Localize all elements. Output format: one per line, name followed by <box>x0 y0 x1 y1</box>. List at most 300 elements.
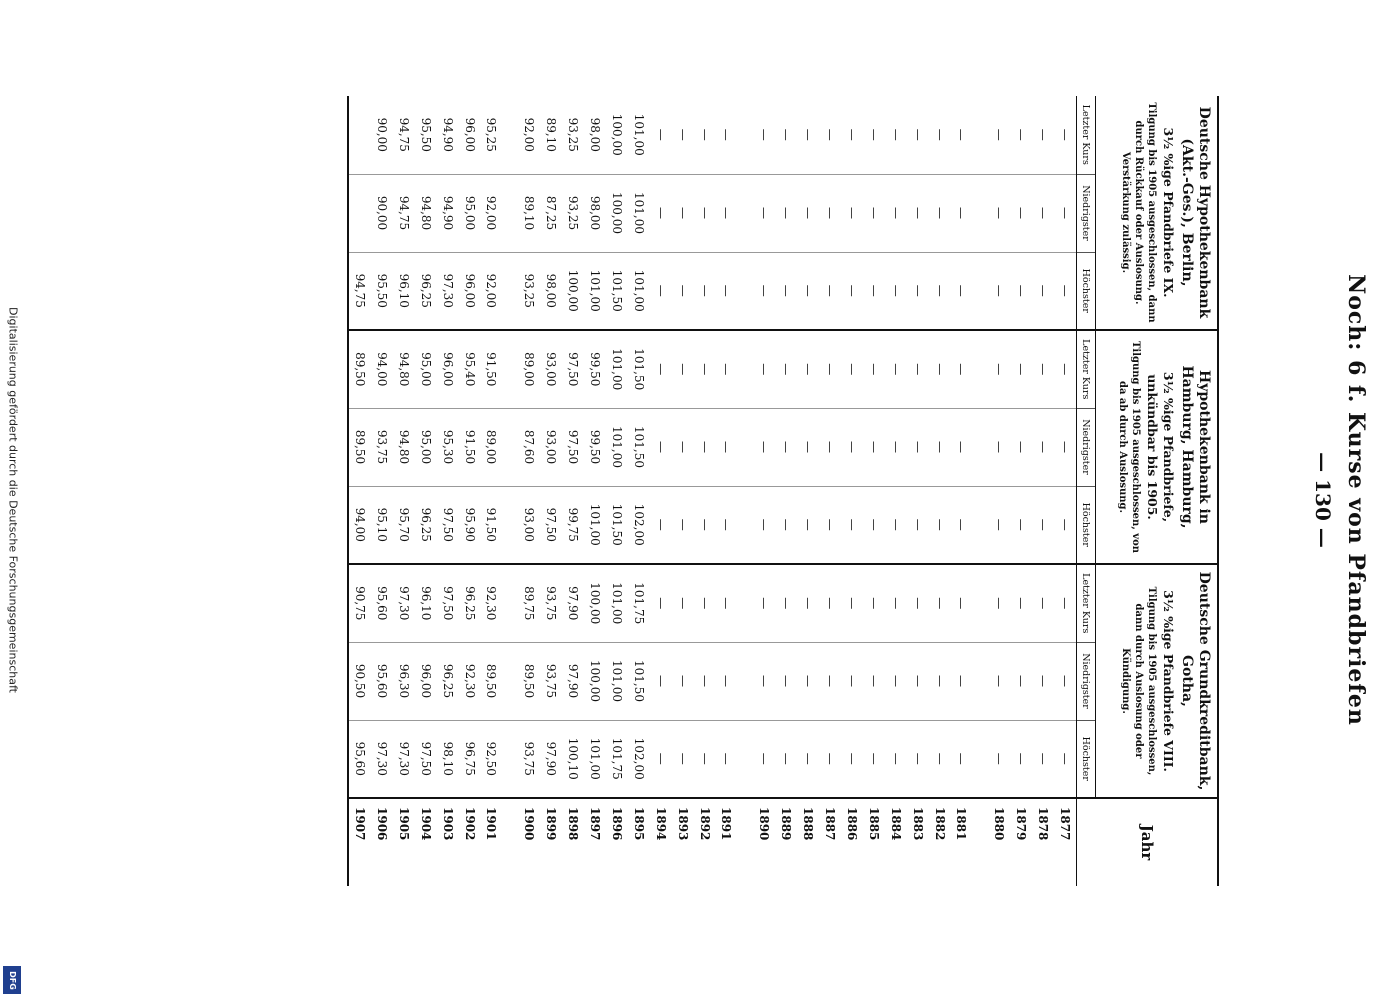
price-cell: — <box>775 408 797 486</box>
price-cell: — <box>988 408 1010 486</box>
price-cell: — <box>753 174 775 252</box>
price-cell: 97,50 <box>562 408 584 486</box>
table-row <box>481 96 518 886</box>
price-cell: — <box>951 720 988 798</box>
table-row <box>951 96 988 886</box>
price-cell: — <box>951 330 988 408</box>
price-cell: 96,00 <box>459 252 481 330</box>
price-cell: 95,30 <box>437 408 459 486</box>
year-cell: 1878 <box>1032 798 1054 886</box>
sub-header: Letzter Kurs <box>1077 330 1096 408</box>
price-cell: 101,75 <box>628 564 650 642</box>
table-row <box>753 96 775 886</box>
year-cell: 1877 <box>1054 798 1077 886</box>
price-cell: — <box>650 174 672 252</box>
price-cell: 89,50 <box>348 330 371 408</box>
price-cell: — <box>863 642 885 720</box>
price-cell: — <box>775 642 797 720</box>
price-cell: — <box>951 564 988 642</box>
price-cell: — <box>863 564 885 642</box>
year-cell: 1879 <box>1010 798 1032 886</box>
table-row <box>694 96 716 886</box>
price-cell: — <box>929 330 951 408</box>
price-cell: 95,40 <box>459 330 481 408</box>
table-row <box>584 96 606 886</box>
price-cell: 95,50 <box>419 117 433 152</box>
year-cell: 1903 <box>437 798 459 886</box>
price-cell: 97,50 <box>415 720 437 798</box>
year-cell: 1882 <box>929 798 951 886</box>
price-cell: — <box>863 486 885 564</box>
year-cell: 1907 <box>348 798 371 886</box>
price-cell: 100,10 <box>562 720 584 798</box>
table-row <box>716 96 753 886</box>
price-cell: — <box>929 408 951 486</box>
price-cell: 100,00 <box>562 252 584 330</box>
price-cell: — <box>672 408 694 486</box>
price-cell: 95,60 <box>371 564 393 642</box>
sub-header: Höchster <box>1077 252 1096 330</box>
price-cell: — <box>819 408 841 486</box>
price-cell: — <box>885 642 907 720</box>
price-cell: 98,00 <box>588 117 602 152</box>
price-cell: — <box>1054 408 1077 486</box>
price-cell: — <box>797 564 819 642</box>
price-cell: — <box>929 174 951 252</box>
price-cell: 93,25 <box>562 174 584 252</box>
price-cell: — <box>757 128 771 141</box>
dfg-logo-text: DFG <box>7 970 17 990</box>
table-row <box>459 96 481 886</box>
year-cell: 1894 <box>650 798 672 886</box>
price-cell: — <box>863 330 885 408</box>
price-cell: — <box>797 486 819 564</box>
price-cell: 95,50 <box>371 252 393 330</box>
price-cell: — <box>933 128 947 141</box>
year-cell: 1883 <box>907 798 929 886</box>
price-cell: — <box>672 564 694 642</box>
price-cell: 100,00 <box>584 564 606 642</box>
price-cell: — <box>1032 564 1054 642</box>
price-cell: — <box>992 128 1006 141</box>
table-row <box>518 96 540 886</box>
price-cell: — <box>672 330 694 408</box>
price-cell: 98,10 <box>437 720 459 798</box>
price-cell: 94,90 <box>441 117 455 152</box>
price-cell: 94,75 <box>348 252 371 330</box>
price-cell: 93,75 <box>518 720 540 798</box>
price-cell: — <box>716 486 753 564</box>
price-cell: 94,80 <box>393 330 415 408</box>
price-cell: 95,00 <box>459 174 481 252</box>
table-row <box>775 96 797 886</box>
price-cell: 91,50 <box>459 408 481 486</box>
table-row <box>371 96 393 886</box>
price-cell: 101,00 <box>584 720 606 798</box>
price-cell: 100,00 <box>610 113 624 156</box>
table-row <box>819 96 841 886</box>
price-cell: — <box>841 408 863 486</box>
price-cell: — <box>1032 174 1054 252</box>
price-cell: — <box>951 174 988 252</box>
price-cell: — <box>753 330 775 408</box>
price-cell: — <box>775 330 797 408</box>
year-cell: 1881 <box>951 798 988 886</box>
year-cell: 1886 <box>841 798 863 886</box>
price-cell: 92,00 <box>481 174 518 252</box>
footer-credit: Digitalisierung gefördert durch die Deutsche Forschungsgemeinschaft <box>6 307 20 693</box>
price-cell: 96,00 <box>415 642 437 720</box>
price-cell: — <box>694 564 716 642</box>
price-cell: — <box>988 642 1010 720</box>
table-row <box>415 96 437 886</box>
price-cell: 93,75 <box>371 408 393 486</box>
price-cell: 97,90 <box>562 642 584 720</box>
price-cell: 100,00 <box>606 174 628 252</box>
price-cell: 101,00 <box>628 252 650 330</box>
price-cell: 101,00 <box>632 113 646 156</box>
price-cell: — <box>988 486 1010 564</box>
price-cell: — <box>1010 642 1032 720</box>
bank-bond: 3½ %ige Pfandbriefe VIII. <box>1161 590 1176 772</box>
table-row <box>393 96 415 886</box>
price-cell: 101,00 <box>628 174 650 252</box>
price-cell: 95,25 <box>484 117 498 152</box>
price-cell: — <box>988 252 1010 330</box>
table-row <box>1054 96 1077 886</box>
price-cell: — <box>929 642 951 720</box>
price-cell: — <box>775 720 797 798</box>
price-cell: — <box>907 564 929 642</box>
year-cell: 1895 <box>628 798 650 886</box>
price-cell: — <box>845 128 859 141</box>
price-cell: 97,50 <box>562 330 584 408</box>
price-cell: 87,60 <box>518 408 540 486</box>
price-cell: 95,00 <box>415 330 437 408</box>
year-cell: 1891 <box>716 798 753 886</box>
price-cell: 89,50 <box>518 642 540 720</box>
price-cell: — <box>775 252 797 330</box>
price-cell: 96,25 <box>459 564 481 642</box>
price-cell: 102,00 <box>628 486 650 564</box>
price-cell <box>348 96 371 174</box>
price-cell: 99,75 <box>562 486 584 564</box>
year-cell: 1900 <box>518 798 540 886</box>
price-cell: 97,50 <box>540 486 562 564</box>
price-cell: 89,10 <box>544 117 558 152</box>
price-cell: — <box>753 642 775 720</box>
price-cell: — <box>1054 642 1077 720</box>
price-cell: — <box>863 720 885 798</box>
price-cell: — <box>1032 408 1054 486</box>
price-cell: 89,50 <box>348 408 371 486</box>
price-cell: — <box>797 252 819 330</box>
price-cell: — <box>988 720 1010 798</box>
price-cell: — <box>694 720 716 798</box>
price-cell: — <box>672 174 694 252</box>
price-cell: 96,30 <box>393 642 415 720</box>
bank-name: Deutsche Hypothekenbank (Akt.-Ges.), Berlin, <box>1179 106 1212 319</box>
price-cell <box>348 174 371 252</box>
price-cell: — <box>676 128 690 141</box>
price-cell: 93,25 <box>566 117 580 152</box>
price-cell: 97,50 <box>437 564 459 642</box>
price-cell: 98,00 <box>584 174 606 252</box>
price-cell: — <box>841 174 863 252</box>
sub-header: Niedrigster <box>1077 174 1096 252</box>
price-cell: — <box>694 330 716 408</box>
price-cell: 94,90 <box>437 174 459 252</box>
price-cell: — <box>907 642 929 720</box>
bank-note: Tilgung bis 1905 ausgeschlossen, von da ab durch Auslosung. <box>1117 340 1141 554</box>
year-cell: 1905 <box>393 798 415 886</box>
year-cell: 1902 <box>459 798 481 886</box>
price-cell: — <box>698 128 712 141</box>
price-cell: 93,75 <box>540 564 562 642</box>
price-cell: — <box>911 128 925 141</box>
price-cell: 101,00 <box>606 642 628 720</box>
price-cell: — <box>951 486 988 564</box>
table-row <box>929 96 951 886</box>
price-cell: — <box>1054 252 1077 330</box>
price-cell: — <box>672 486 694 564</box>
price-cell: — <box>779 128 793 141</box>
price-cell: — <box>1010 564 1032 642</box>
price-cell: 92,00 <box>481 252 518 330</box>
price-cell: 102,00 <box>628 720 650 798</box>
price-cell: 101,00 <box>606 330 628 408</box>
price-cell: — <box>716 642 753 720</box>
price-cell: — <box>1010 720 1032 798</box>
price-cell: — <box>1032 330 1054 408</box>
price-cell: — <box>1010 330 1032 408</box>
price-cell: 94,80 <box>415 174 437 252</box>
price-cell: 89,50 <box>481 642 518 720</box>
price-cell: 90,00 <box>375 117 389 152</box>
sub-header-row <box>1077 96 1096 886</box>
price-cell: — <box>753 486 775 564</box>
table-row <box>841 96 863 886</box>
sub-header: Niedrigster <box>1077 408 1096 486</box>
price-cell: — <box>951 252 988 330</box>
price-cell: — <box>801 128 815 141</box>
price-cell: 95,00 <box>415 408 437 486</box>
price-cell: 95,60 <box>348 720 371 798</box>
price-cell: — <box>1058 128 1072 141</box>
price-cell: — <box>819 564 841 642</box>
sub-header: Letzter Kurs <box>1077 96 1096 174</box>
price-cell: — <box>819 174 841 252</box>
price-cell: — <box>1054 564 1077 642</box>
price-cell: — <box>907 330 929 408</box>
price-cell: 99,50 <box>584 330 606 408</box>
price-cell: — <box>863 252 885 330</box>
price-cell: 95,70 <box>393 486 415 564</box>
price-cell: — <box>797 720 819 798</box>
price-cell: — <box>775 564 797 642</box>
price-cell: — <box>672 720 694 798</box>
price-cell: — <box>907 486 929 564</box>
price-cell: — <box>1036 128 1050 141</box>
price-cell: — <box>716 174 753 252</box>
price-cell: — <box>1010 486 1032 564</box>
table-row <box>1032 96 1054 886</box>
price-cell: 97,90 <box>540 720 562 798</box>
price-cell: 92,30 <box>481 564 518 642</box>
price-cell: — <box>819 252 841 330</box>
price-cell: — <box>650 720 672 798</box>
price-cell: 96,25 <box>415 486 437 564</box>
price-cell: 90,50 <box>348 642 371 720</box>
price-cell: 97,30 <box>371 720 393 798</box>
price-cell: 101,50 <box>628 642 650 720</box>
price-cell: — <box>907 408 929 486</box>
table-row <box>606 96 628 886</box>
price-cell: 96,10 <box>415 564 437 642</box>
price-cell: 94,75 <box>397 117 411 152</box>
year-cell: 1897 <box>584 798 606 886</box>
year-cell: 1888 <box>797 798 819 886</box>
price-cell: 93,00 <box>518 486 540 564</box>
price-cell: 94,00 <box>371 330 393 408</box>
price-cell: 101,50 <box>606 486 628 564</box>
table-row <box>628 96 650 886</box>
price-cell: 89,00 <box>481 408 518 486</box>
price-cell: 101,00 <box>584 486 606 564</box>
year-cell: 1887 <box>819 798 841 886</box>
table-row <box>988 96 1010 886</box>
price-cell: 92,00 <box>522 117 536 152</box>
bond-price-table <box>347 96 1219 886</box>
price-cell: 94,75 <box>393 174 415 252</box>
price-cell: — <box>694 408 716 486</box>
price-cell: — <box>841 720 863 798</box>
price-cell: — <box>650 642 672 720</box>
price-cell: 93,00 <box>540 408 562 486</box>
price-cell: — <box>716 408 753 486</box>
bank-name: Hypothekenbank in Hamburg, Hamburg, <box>1179 365 1212 529</box>
price-cell: 96,00 <box>463 117 477 152</box>
price-cell: — <box>841 564 863 642</box>
price-cell: — <box>1010 174 1032 252</box>
price-cell: — <box>753 564 775 642</box>
price-cell: — <box>819 486 841 564</box>
price-cell: — <box>797 408 819 486</box>
year-cell: 1890 <box>753 798 775 886</box>
price-cell: — <box>1010 252 1032 330</box>
year-cell: 1889 <box>775 798 797 886</box>
price-cell: 87,25 <box>540 174 562 252</box>
sub-header: Niedrigster <box>1077 642 1096 720</box>
table-row <box>885 96 907 886</box>
price-cell: 98,00 <box>540 252 562 330</box>
price-cell: — <box>1032 642 1054 720</box>
year-cell: 1893 <box>672 798 694 886</box>
price-cell: — <box>1014 128 1028 141</box>
price-cell: — <box>988 330 1010 408</box>
price-cell: 101,50 <box>628 330 650 408</box>
price-cell: 89,00 <box>518 330 540 408</box>
price-cell: — <box>929 486 951 564</box>
page-title: Noch: 6 f. Kurse von Pfandbriefen <box>1343 274 1369 726</box>
price-cell: — <box>797 642 819 720</box>
price-cell: 100,00 <box>584 642 606 720</box>
bank-name: Deutsche Grundkreditbank, Gotha, <box>1179 571 1212 791</box>
price-cell: — <box>650 564 672 642</box>
table-row <box>348 96 371 886</box>
price-cell: 96,00 <box>437 330 459 408</box>
price-cell: — <box>841 252 863 330</box>
price-cell: — <box>988 174 1010 252</box>
price-cell: — <box>1032 486 1054 564</box>
price-cell: 96,75 <box>459 720 481 798</box>
price-cell: 89,75 <box>518 564 540 642</box>
price-cell: 101,00 <box>584 252 606 330</box>
bank-note: Tilgung bis 1905 ausgeschlossen, dann durch Rückkauf oder Auslosung. Verstärkung zulässig. <box>1120 102 1157 323</box>
price-cell: — <box>1054 486 1077 564</box>
price-cell: — <box>694 486 716 564</box>
price-cell: 101,00 <box>606 564 628 642</box>
table-row <box>863 96 885 886</box>
price-cell: — <box>863 174 885 252</box>
year-cell: 1904 <box>415 798 437 886</box>
price-cell: — <box>650 408 672 486</box>
price-cell: 96,25 <box>437 642 459 720</box>
price-cell: — <box>694 642 716 720</box>
price-cell: 97,50 <box>437 486 459 564</box>
sub-header: Höchster <box>1077 720 1096 798</box>
price-cell: — <box>775 486 797 564</box>
bank-header <box>1096 330 1219 564</box>
price-cell: 92,30 <box>459 642 481 720</box>
price-cell: — <box>951 642 988 720</box>
price-cell: — <box>650 330 672 408</box>
price-cell: — <box>867 128 881 141</box>
bank-note: Tilgung bis 1905 ausgeschlossen, dann durch Auslosung oder Kündigung. <box>1120 586 1157 776</box>
price-cell: 94,80 <box>393 408 415 486</box>
price-cell: — <box>988 564 1010 642</box>
price-cell: — <box>954 128 968 141</box>
price-cell: — <box>819 330 841 408</box>
year-cell: 1892 <box>694 798 716 886</box>
price-cell: — <box>672 642 694 720</box>
table-row <box>907 96 929 886</box>
bank-header-row <box>1096 96 1219 886</box>
year-cell: 1898 <box>562 798 584 886</box>
price-cell: — <box>841 330 863 408</box>
price-cell: — <box>929 564 951 642</box>
year-cell: 1899 <box>540 798 562 886</box>
price-cell: 91,50 <box>481 330 518 408</box>
table-row <box>797 96 819 886</box>
price-cell: — <box>797 330 819 408</box>
bank-bond: 3½ %ige Pfandbriefe, unkündbar bis 1905. <box>1145 371 1176 523</box>
bank-bond: 3½ %ige Pfandbriefe IX. <box>1161 127 1176 298</box>
price-cell: — <box>1010 408 1032 486</box>
price-cell: — <box>672 252 694 330</box>
price-cell: 90,75 <box>348 564 371 642</box>
price-cell: — <box>654 128 668 141</box>
price-cell: — <box>841 486 863 564</box>
price-cell: 97,30 <box>437 252 459 330</box>
price-cell: — <box>819 720 841 798</box>
sub-header: Letzter Kurs <box>1077 564 1096 642</box>
price-cell: — <box>650 252 672 330</box>
price-cell: — <box>841 642 863 720</box>
price-cell: 96,10 <box>393 252 415 330</box>
price-cell: 95,90 <box>459 486 481 564</box>
price-cell: — <box>907 252 929 330</box>
